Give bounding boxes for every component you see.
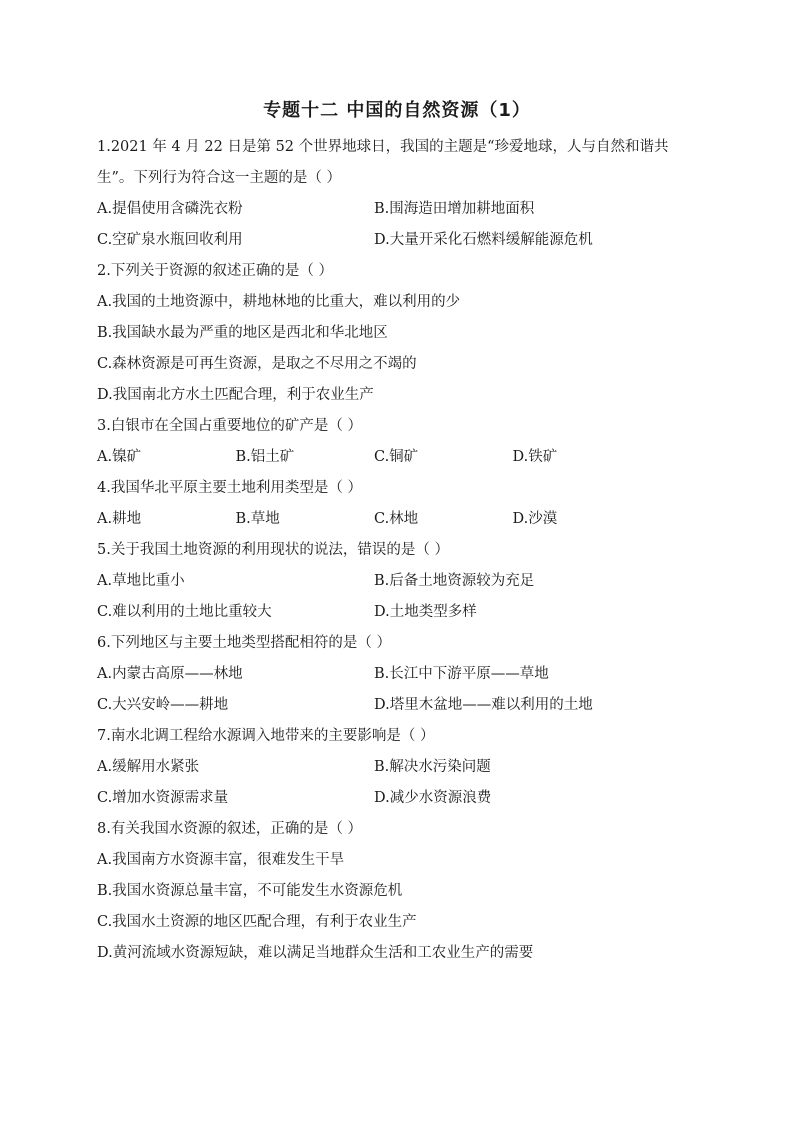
question-8-option-c: C.我国水土资源的地区匹配合理，有利于农业生产 <box>97 914 417 930</box>
question-7-options-row-2 <box>97 783 697 814</box>
question-list <box>97 132 697 969</box>
question-2-option-c: C.森林资源是可再生资源，是取之不尽用之不竭的 <box>97 356 417 372</box>
question-7-option-a: A.缓解用水紧张 <box>97 759 200 775</box>
question-6-option-b: B.长江中下游平原——草地 <box>374 666 549 682</box>
question-8-option-d: D.黄河流域水资源短缺，难以满足当地群众生活和工农业生产的需要 <box>97 945 534 961</box>
question-2-option-b: B.我国缺水最为严重的地区是西北和华北地区 <box>97 325 388 341</box>
question-3-option-d: D.铁矿 <box>512 449 558 465</box>
question-8-option-a: A.我国南方水资源丰富，很难发生干旱 <box>97 852 345 868</box>
question-6-stem: 6.下列地区与主要土地类型搭配相符的是（ ） <box>97 635 391 651</box>
question-7-option-c: C.增加水资源需求量 <box>97 790 229 806</box>
question-1-options-row-1 <box>97 194 697 225</box>
question-5-option-c: C.难以利用的土地比重较大 <box>97 604 272 620</box>
question-1-option-b: B.围海造田增加耕地面积 <box>374 201 535 217</box>
question-1-stem-continued: 生”。下列行为符合这一主题的是（ ） <box>97 170 342 186</box>
question-6-options-row-1 <box>97 659 697 690</box>
question-3-stem: 3.白银市在全国占重要地位的矿产是（ ） <box>97 418 362 434</box>
question-5-option-d: D.土地类型多样 <box>374 604 477 620</box>
question-5-option-b: B.后备土地资源较为充足 <box>374 573 535 589</box>
question-8-option-b: B.我国水资源总量丰富，不可能发生水资源危机 <box>97 883 403 899</box>
question-1-option-d: D.大量开采化石燃料缓解能源危机 <box>374 232 593 248</box>
question-4-options <box>97 504 697 535</box>
question-1-option-a: A.提倡使用含磷洗衣粉 <box>97 201 243 217</box>
question-1-options-row-2 <box>97 225 697 256</box>
question-6-option-d: D.塔里木盆地——难以利用的土地 <box>374 697 593 713</box>
question-6-option-c: C.大兴安岭——耕地 <box>97 697 229 713</box>
question-4-option-a: A.耕地 <box>97 511 142 527</box>
question-3-option-c: C.铜矿 <box>374 449 419 465</box>
question-2-option-d: D.我国南北方水土匹配合理，利于农业生产 <box>97 387 374 403</box>
question-3-options <box>97 442 697 473</box>
question-2-stem: 2.下列关于资源的叙述正确的是（ ） <box>97 263 333 279</box>
question-7-stem: 7.南水北调工程给水源调入地带来的主要影响是（ ） <box>97 728 435 744</box>
question-4-stem: 4.我国华北平原主要土地利用类型是（ ） <box>97 480 362 496</box>
question-5-options-row-1 <box>97 566 697 597</box>
question-5-options-row-2 <box>97 597 697 628</box>
question-4-option-d: D.沙漠 <box>512 511 558 527</box>
question-5-stem: 5.关于我国土地资源的利用现状的说法，错误的是（ ） <box>97 542 449 558</box>
question-5-option-a: A.草地比重小 <box>97 573 185 589</box>
question-1-option-c: C.空矿泉水瓶回收利用 <box>97 232 243 248</box>
question-6-option-a: A.内蒙古高原——林地 <box>97 666 243 682</box>
question-4-option-c: C.林地 <box>374 511 419 527</box>
question-8-stem: 8.有关我国水资源的叙述，正确的是（ ） <box>97 821 362 837</box>
question-3-option-b: B.铝土矿 <box>235 449 295 465</box>
question-1-stem: 1.2021 年 4 月 22 日是第 52 个世界地球日，我国的主题是“珍爱地球，人与自然和谐共 <box>97 139 669 155</box>
question-7-option-b: B.解决水污染问题 <box>374 759 491 775</box>
question-6-options-row-2 <box>97 690 697 721</box>
question-3-option-a: A.镍矿 <box>97 449 142 465</box>
question-4-option-b: B.草地 <box>235 511 280 527</box>
page-title: 专题十二 中国的自然资源（1） <box>263 100 531 121</box>
question-2-option-a: A.我国的土地资源中，耕地林地的比重大，难以利用的少 <box>97 294 461 310</box>
question-7-options-row-1 <box>97 752 697 783</box>
question-7-option-d: D.减少水资源浪费 <box>374 790 492 806</box>
